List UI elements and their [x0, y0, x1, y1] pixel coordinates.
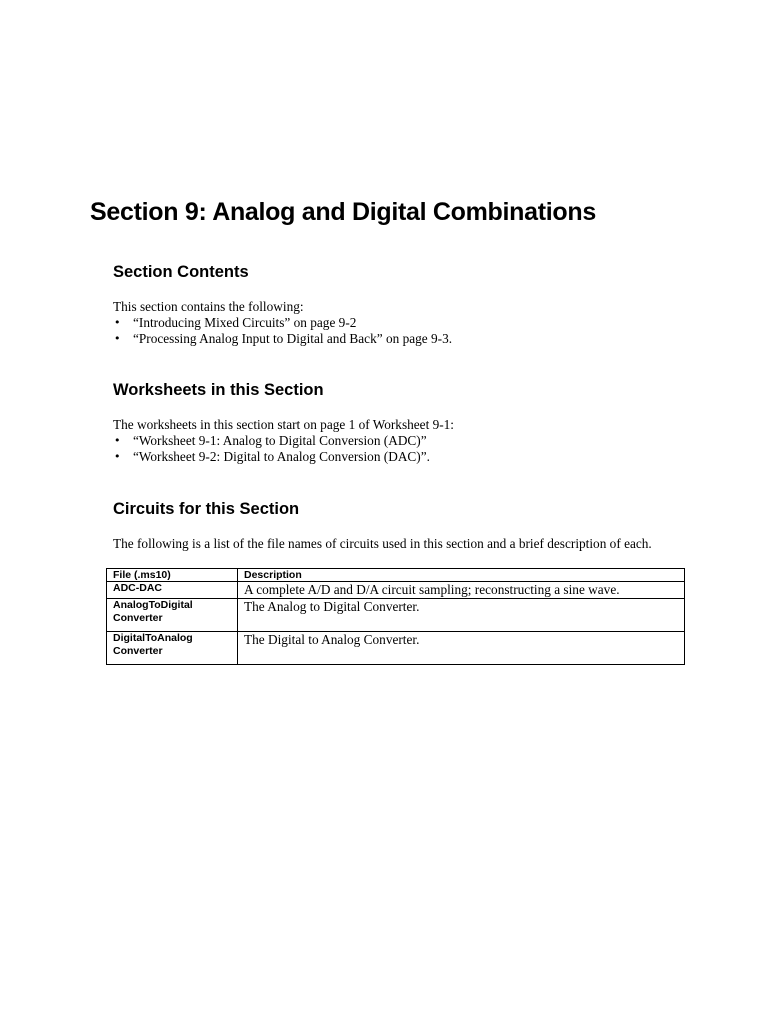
table-header-row [107, 569, 685, 582]
list-item [113, 433, 688, 449]
table-row [107, 599, 685, 632]
circuits-heading: Circuits for this Section [113, 500, 300, 518]
file-name-line: ADC-DAC [113, 582, 162, 594]
section-contents-list [113, 315, 688, 347]
list-item-text: “Worksheet 9-2: Digital to Analog Conversion (DAC)”. [133, 449, 430, 464]
list-item-text: “Introducing Mixed Circuits” on page 9-2 [133, 315, 357, 330]
circuits-table [106, 568, 685, 665]
list-item-text: “Worksheet 9-1: Analog to Digital Conversion (ADC)” [133, 433, 427, 448]
circuits-intro: The following is a list of the file names of circuits used in this section and a brief description of each. [113, 536, 652, 551]
bullet-icon: • [114, 316, 121, 329]
section-contents-heading: Section Contents [113, 263, 249, 281]
file-name-line: Converter [113, 645, 163, 657]
column-header-description: Description [238, 569, 685, 582]
description-cell: The Digital to Analog Converter. [238, 632, 685, 665]
worksheets-intro: The worksheets in this section start on page 1 of Worksheet 9-1: [113, 417, 455, 432]
file-name-cell [107, 632, 238, 665]
description-cell: A complete A/D and D/A circuit sampling; reconstructing a sine wave. [238, 582, 685, 599]
table-row [107, 632, 685, 665]
list-item [113, 331, 688, 347]
bullet-icon: • [114, 434, 121, 447]
list-item [113, 449, 688, 465]
bullet-icon: • [114, 450, 121, 463]
section-worksheets [113, 380, 688, 465]
section-circuits [113, 499, 688, 552]
description-cell: The Analog to Digital Converter. [238, 599, 685, 632]
file-name-cell [107, 599, 238, 632]
list-item-text: “Processing Analog Input to Digital and Back” on page 9-3. [133, 331, 453, 346]
file-name-line: Converter [113, 612, 163, 624]
file-name-cell [107, 582, 238, 599]
worksheets-heading: Worksheets in this Section [113, 381, 324, 399]
list-item [113, 315, 688, 331]
column-header-file: File (.ms10) [107, 569, 238, 582]
table-row [107, 582, 685, 599]
file-name-line: AnalogToDigital [113, 599, 193, 611]
worksheets-list [113, 433, 688, 465]
page-title: Section 9: Analog and Digital Combinations [90, 198, 596, 226]
section-contents [113, 262, 688, 347]
file-name-line: DigitalToAnalog [113, 632, 193, 644]
section-contents-intro: This section contains the following: [113, 299, 304, 314]
bullet-icon: • [114, 332, 121, 345]
